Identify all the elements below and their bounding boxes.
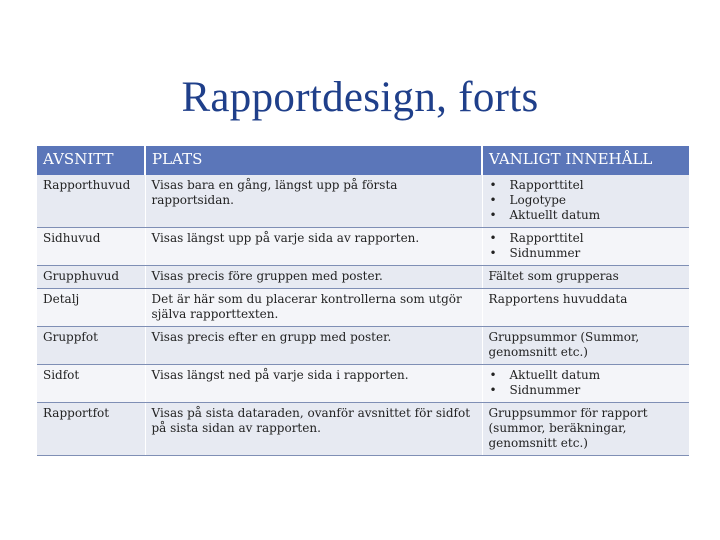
content-bullet-list <box>489 231 684 261</box>
section-name-cell: Rapporthuvud <box>37 175 145 228</box>
table-row <box>37 327 689 365</box>
header-avsnitt: AVSNITT <box>37 146 145 175</box>
table-row <box>37 266 689 289</box>
report-sections-table <box>37 146 689 456</box>
section-name-cell: Sidfot <box>37 365 145 403</box>
content-bullet-item: • Rapporttitel <box>489 231 684 246</box>
header-vanligt-innehall: VANLIGT INNEHÅLL <box>482 146 689 175</box>
header-plats: PLATS <box>145 146 482 175</box>
placement-cell: Visas längst ned på varje sida i rapporten. <box>145 365 482 403</box>
content-bullet-item: • Rapporttitel <box>489 178 684 193</box>
content-cell: Fältet som grupperas <box>482 266 689 289</box>
placement-cell: Det är här som du placerar kontrollerna som utgör själva rapporttexten. <box>145 289 482 327</box>
table-row <box>37 365 689 403</box>
content-bullet-list <box>489 178 684 223</box>
section-name-cell: Detalj <box>37 289 145 327</box>
content-cell <box>482 228 689 266</box>
placement-cell: Visas på sista dataraden, ovanför avsnittet för sidfot på sista sidan av rapporten. <box>145 403 482 456</box>
content-bullet-item: • Logotype <box>489 193 684 208</box>
content-bullet-item: • Sidnummer <box>489 383 684 398</box>
content-bullet-list <box>489 368 684 398</box>
table-body <box>37 175 689 456</box>
placement-cell: Visas bara en gång, längst upp på första rapportsidan. <box>145 175 482 228</box>
content-cell: Rapportens huvuddata <box>482 289 689 327</box>
content-cell <box>482 365 689 403</box>
content-cell: Gruppsummor (Summor, genomsnitt etc.) <box>482 327 689 365</box>
section-name-cell: Gruppfot <box>37 327 145 365</box>
table-row <box>37 289 689 327</box>
content-cell: Gruppsummor för rapport (summor, beräkningar, genomsnitt etc.) <box>482 403 689 456</box>
content-bullet-item: • Sidnummer <box>489 246 684 261</box>
content-bullet-item: • Aktuellt datum <box>489 208 684 223</box>
table-header <box>37 146 689 175</box>
table-row <box>37 228 689 266</box>
section-name-cell: Rapportfot <box>37 403 145 456</box>
content-cell <box>482 175 689 228</box>
placement-cell: Visas längst upp på varje sida av rapporten. <box>145 228 482 266</box>
table-row <box>37 403 689 456</box>
section-name-cell: Grupphuvud <box>37 266 145 289</box>
header-row <box>37 146 689 175</box>
table-row <box>37 175 689 228</box>
content-bullet-item: • Aktuellt datum <box>489 368 684 383</box>
placement-cell: Visas precis före gruppen med poster. <box>145 266 482 289</box>
slide-title: Rapportdesign, forts <box>181 74 539 121</box>
section-name-cell: Sidhuvud <box>37 228 145 266</box>
placement-cell: Visas precis efter en grupp med poster. <box>145 327 482 365</box>
